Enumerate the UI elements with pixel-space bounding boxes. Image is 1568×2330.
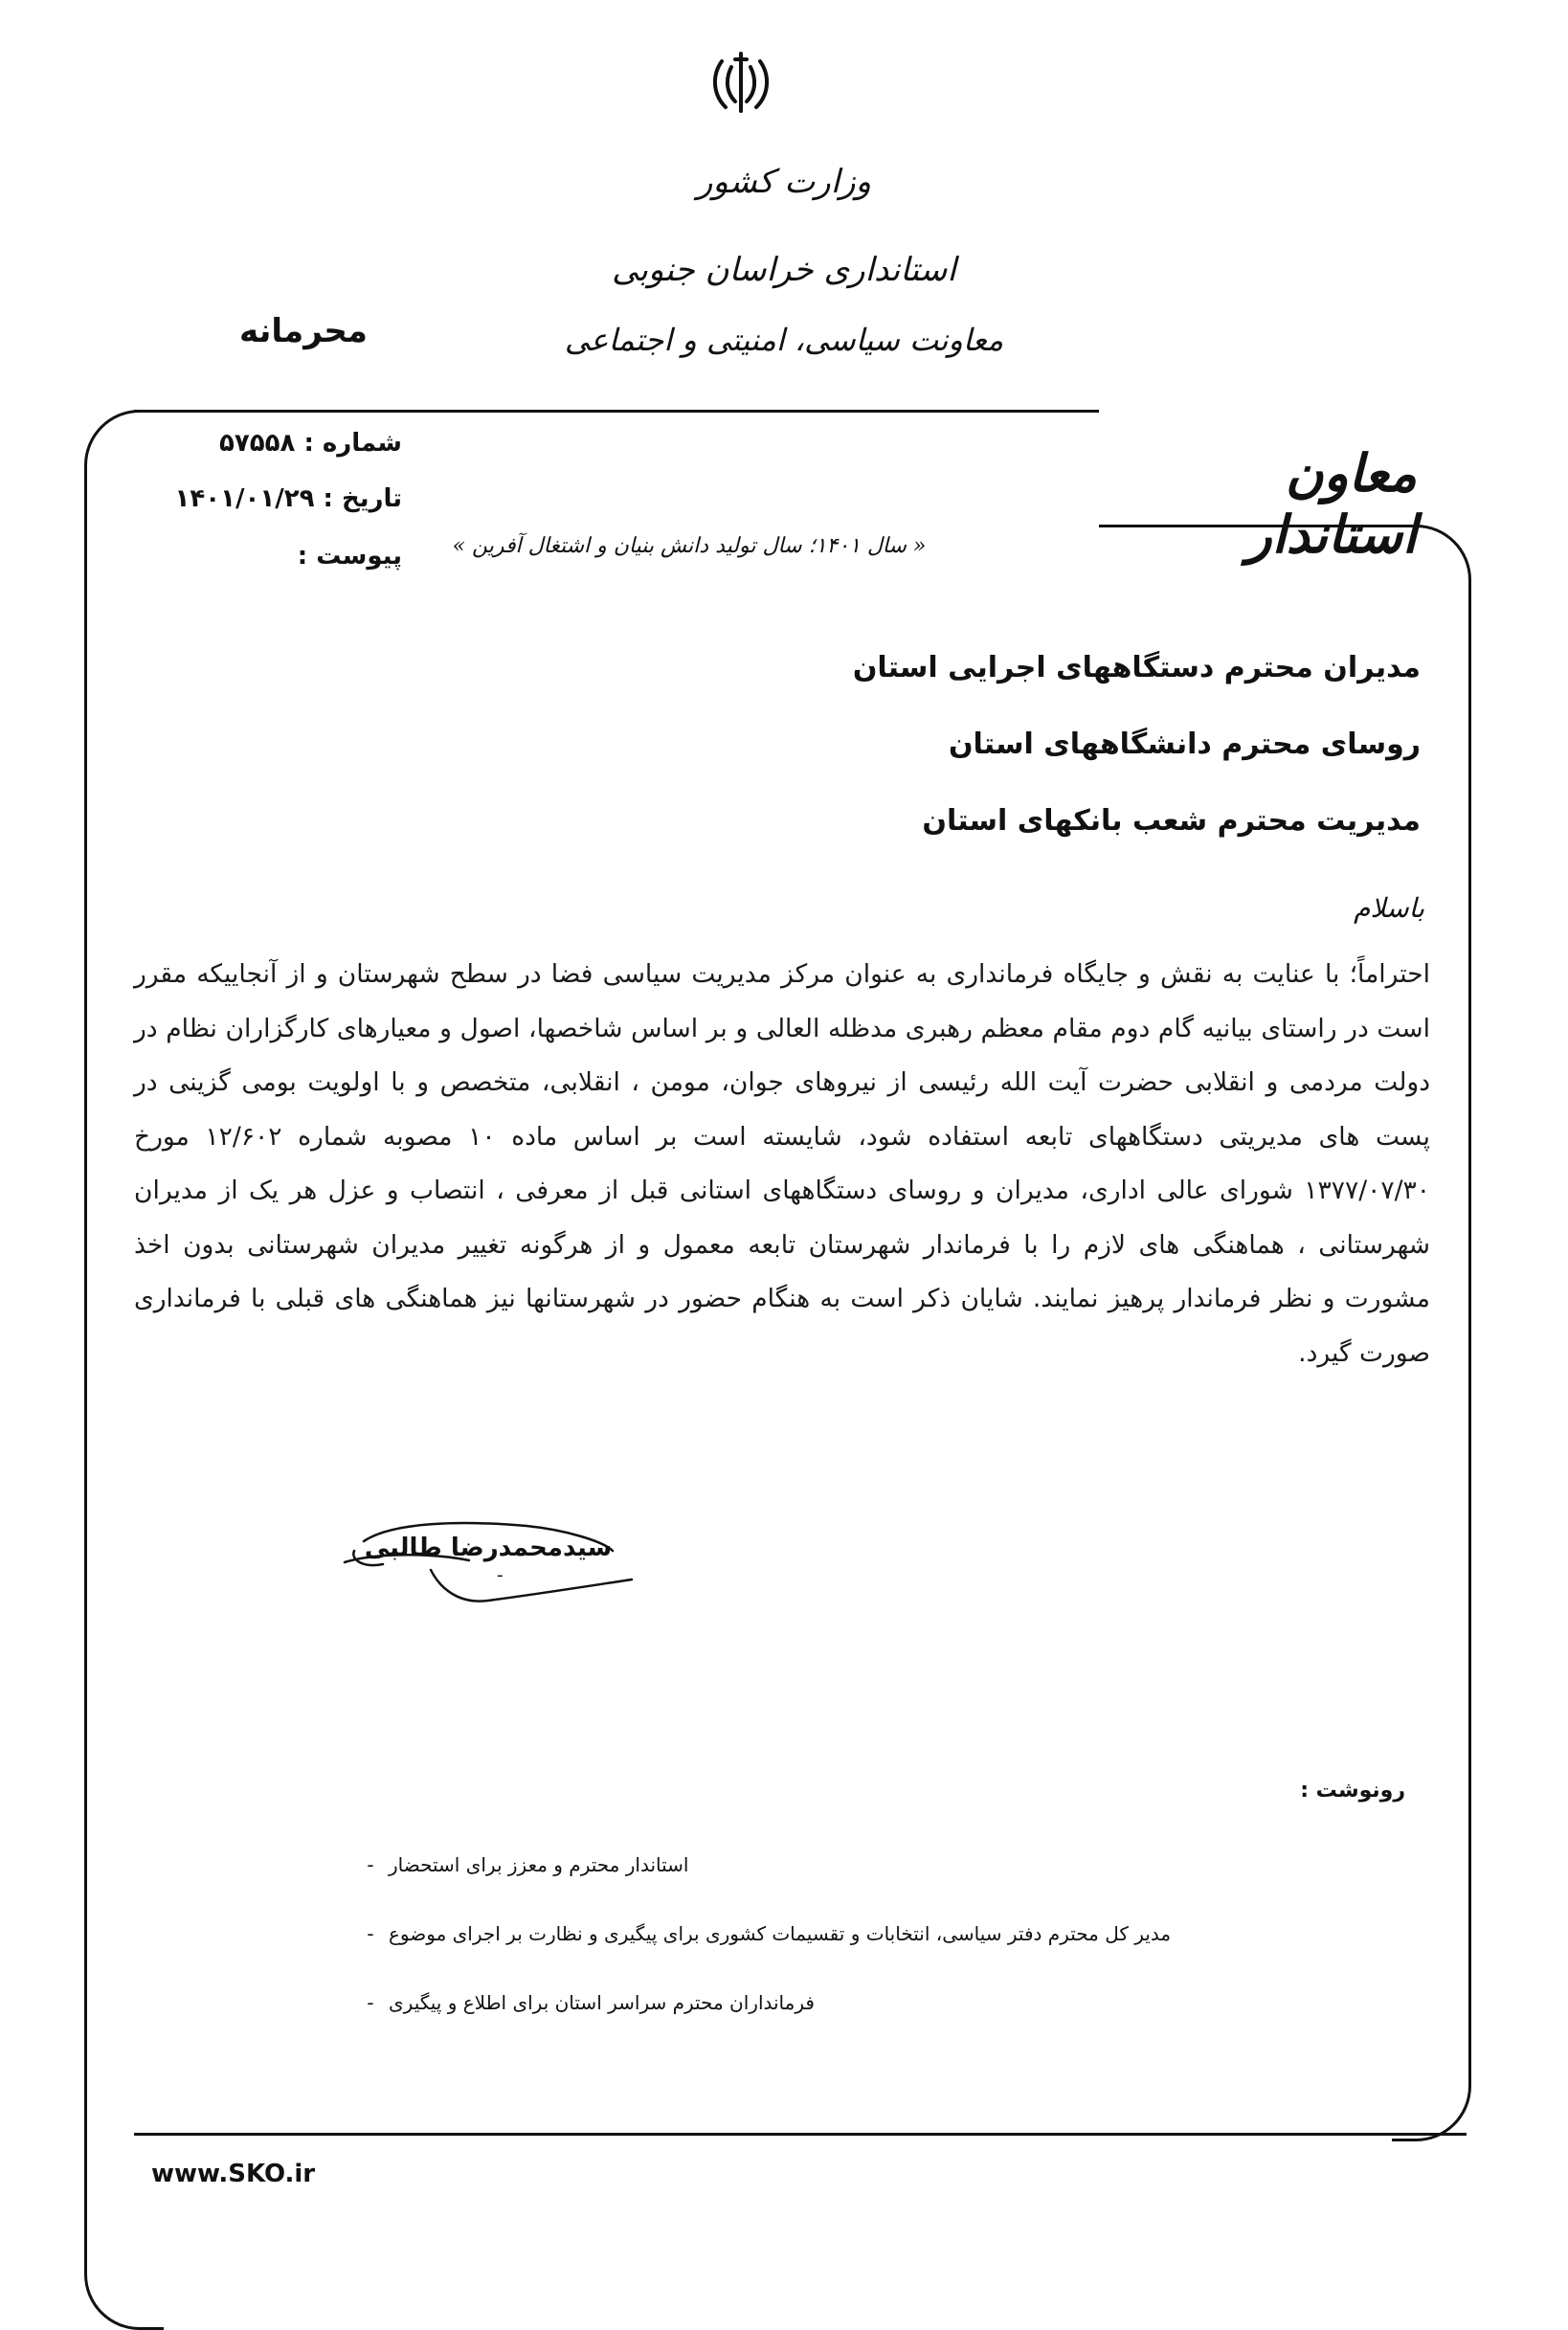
cc-item-text: مدیر کل محترم دفتر سیاسی، انتخابات و تقسیمات کشوری برای پیگیری و نظارت بر اجرای موضوع (389, 1922, 1172, 1945)
letter-attachment (298, 542, 402, 571)
signature-scrawl-icon (325, 1512, 641, 1618)
website-link[interactable]: www.SKO.ir (151, 2160, 316, 2188)
letterhead-title: معاون استاندار (1246, 442, 1417, 565)
signatory-name: سیدمحمدرضا طالبی (364, 1534, 613, 1562)
classification-label: محرمانه (239, 312, 368, 350)
letter-date-value: ۱۴۰۱/۰۱/۲۹ (174, 484, 315, 513)
cc-dash: - (367, 1922, 374, 1945)
cc-dash: - (367, 1991, 374, 2014)
signature-initial-mark: ـ (498, 1562, 503, 1580)
ministry-name: وزارت کشور (696, 163, 872, 201)
greeting: باسلام (1354, 892, 1424, 924)
addressee-1: مدیران محترم دستگاههای اجرایی استان (852, 651, 1421, 684)
cc-list (352, 1830, 1405, 2037)
cc-item-text: استاندار محترم و معزز برای استحضار (389, 1853, 689, 1876)
letter-number-value: ۵۷۵۵۸ (219, 429, 296, 458)
letter-date-label: تاریخ : (323, 484, 402, 513)
addressee-2: روسای محترم دانشگاههای استان (948, 728, 1421, 761)
letter-number (219, 429, 402, 458)
letter-body: احتراماً؛ با عنایت به نقش و جایگاه فرمانداری به عنوان مرکز مدیریت سیاسی فضا در سطح شهرستان و از آنجاییکه مقرر است در راستای بیانیه گام دوم مقام معظم رهبری مدظله العالی و بر اساس شاخصها، اصول و معیارهای کارگزاران نظام در دولت مردمی و انقلابی حضرت آیت الله رئیسی از نیروهای جوان، مومن ، انقلابی، متخصص و با اولویت بومی گزینی در پست های مدیریتی دستگاههای تابعه استفاده شود، شایسته است بر اساس ماده ۱۰ مصوبه شماره ۱۲/۶۰۲ مورخ ۱۳۷۷/۰۷/۳۰ شورای عالی اداری، مدیران و روسای دستگاههای استانی قبل از معرفی ، انتصاب و عزل هر یک از مدیران شهرستانی ، هماهنگی های لازم را با فرماندار شهرستان تابعه معمول و از هرگونه تغییر مدیران شهرستانی بدون اخذ مشورت و نظر فرماندار پرهیز نمایند. شایان ذکر است به هنگام حضور در شهرستانها نیز هماهنگی های قبلی با فرمانداری صورت گیرد. (134, 959, 1431, 1368)
province-office-name: استانداری خراسان جنوبی (612, 251, 956, 289)
letter-number-label: شماره : (303, 429, 402, 458)
year-slogan: « سال ۱۴۰۱؛ سال تولید دانش بنیان و اشتغال آفرین » (452, 534, 927, 558)
cc-title: رونوشت : (1300, 1779, 1405, 1803)
letter-attachment-label: پیوست : (297, 542, 402, 571)
frame-bottom-line (134, 2133, 1467, 2136)
cc-item (352, 1830, 1405, 1899)
cc-item-text: فرمانداران محترم سراسر استان برای اطلاع و پیگیری (389, 1991, 815, 2014)
cc-dash: - (367, 1853, 374, 1876)
iran-emblem-icon (708, 48, 773, 117)
deputy-office-name: معاونت سیاسی، امنیتی و اجتماعی (564, 322, 1004, 358)
cc-item (352, 1968, 1405, 2037)
frame-top-line (134, 410, 1099, 413)
letter-date (175, 484, 402, 513)
addressee-3: مدیریت محترم شعب بانکهای استان (922, 804, 1421, 838)
cc-item (352, 1899, 1405, 1968)
